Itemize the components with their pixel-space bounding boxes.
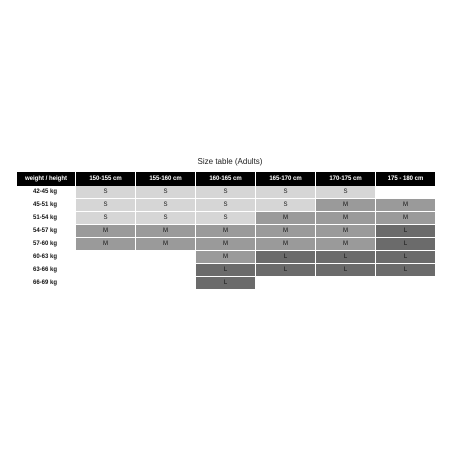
size-cell: L <box>376 264 435 277</box>
empty-cell <box>76 264 135 277</box>
row-label: 45-51 kg <box>17 199 75 212</box>
size-cell: L <box>376 225 435 238</box>
size-cell: M <box>316 238 375 251</box>
page-title: Size table (Adults) <box>197 157 263 166</box>
size-cell: L <box>256 251 315 264</box>
column-header: 170-175 cm <box>316 172 375 186</box>
corner-header: weight / height <box>17 172 75 186</box>
size-cell: M <box>256 225 315 238</box>
size-cell: M <box>316 199 375 212</box>
row-label: 54-57 kg <box>17 225 75 238</box>
size-cell: S <box>76 212 135 225</box>
size-table <box>16 172 436 290</box>
table-body <box>17 186 435 290</box>
row-label: 66-69 kg <box>17 277 75 290</box>
row-label: 60-63 kg <box>17 251 75 264</box>
size-cell: S <box>196 212 255 225</box>
table-row <box>17 277 435 290</box>
size-cell: M <box>316 212 375 225</box>
empty-cell <box>316 277 375 290</box>
row-label: 51-54 kg <box>17 212 75 225</box>
size-cell: S <box>256 199 315 212</box>
row-label: 42-45 kg <box>17 186 75 199</box>
row-label: 63-66 kg <box>17 264 75 277</box>
size-cell: L <box>316 251 375 264</box>
size-cell: L <box>376 251 435 264</box>
size-cell: M <box>256 238 315 251</box>
table-row <box>17 199 435 212</box>
size-cell: S <box>136 199 195 212</box>
empty-cell <box>136 277 195 290</box>
size-cell: M <box>256 212 315 225</box>
table-row <box>17 225 435 238</box>
size-cell: M <box>376 199 435 212</box>
empty-cell <box>256 277 315 290</box>
empty-cell <box>376 277 435 290</box>
table-row <box>17 238 435 251</box>
size-cell: L <box>316 264 375 277</box>
row-label: 57-60 kg <box>17 238 75 251</box>
empty-cell <box>76 251 135 264</box>
table-row <box>17 186 435 199</box>
size-cell: M <box>76 238 135 251</box>
table-row <box>17 251 435 264</box>
empty-cell <box>136 251 195 264</box>
column-header: 175 - 180 cm <box>376 172 435 186</box>
empty-cell <box>136 264 195 277</box>
size-cell: M <box>136 225 195 238</box>
size-cell: S <box>196 199 255 212</box>
size-cell: M <box>76 225 135 238</box>
column-header: 165-170 cm <box>256 172 315 186</box>
size-cell: M <box>376 212 435 225</box>
size-cell: L <box>376 238 435 251</box>
size-cell: L <box>256 264 315 277</box>
size-cell: M <box>316 225 375 238</box>
size-cell: S <box>76 199 135 212</box>
size-cell: S <box>196 186 255 199</box>
size-cell: S <box>256 186 315 199</box>
size-cell: M <box>196 238 255 251</box>
table-row <box>17 212 435 225</box>
size-cell: S <box>136 212 195 225</box>
size-cell: S <box>76 186 135 199</box>
empty-cell <box>376 186 435 199</box>
column-header: 160-165 cm <box>196 172 255 186</box>
size-cell: M <box>136 238 195 251</box>
size-cell: M <box>196 225 255 238</box>
empty-cell <box>76 277 135 290</box>
table-row <box>17 264 435 277</box>
size-cell: M <box>196 251 255 264</box>
size-cell: L <box>196 277 255 290</box>
header-row <box>17 172 435 186</box>
size-cell: S <box>316 186 375 199</box>
column-header: 150-155 cm <box>76 172 135 186</box>
column-header: 155-160 cm <box>136 172 195 186</box>
size-cell: L <box>196 264 255 277</box>
size-cell: S <box>136 186 195 199</box>
